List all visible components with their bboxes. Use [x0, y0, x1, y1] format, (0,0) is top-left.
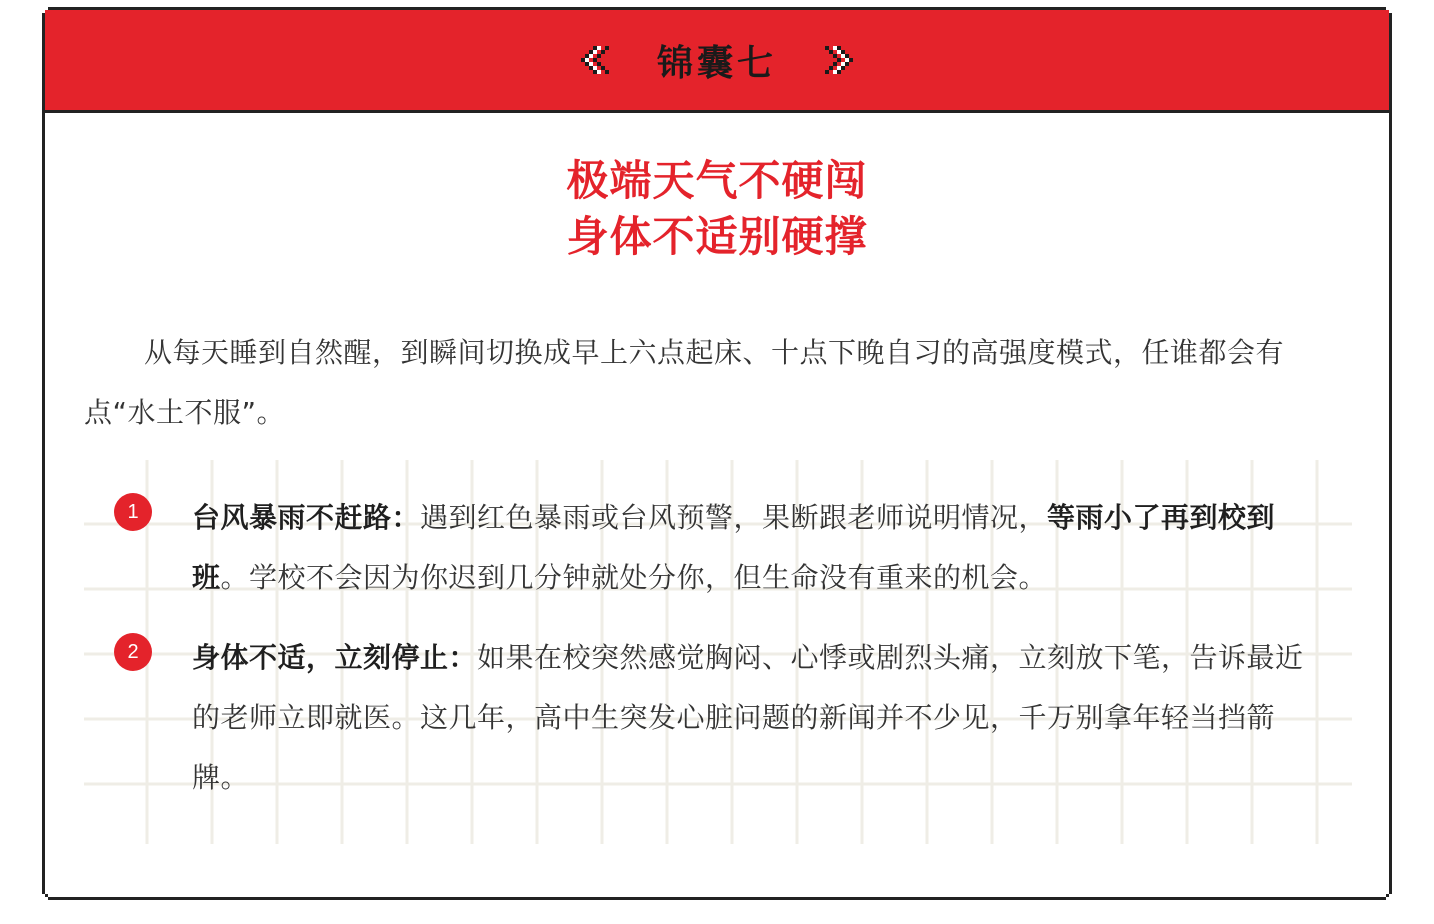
headline	[45, 153, 1389, 265]
number-badge: 2	[114, 633, 152, 671]
list-item-emphasis: 等雨小了再到校到班	[192, 501, 1276, 594]
list-item-body: 遇到红色暴雨或台风预警，果断跟老师说明情况，	[420, 501, 1048, 534]
tip-card	[40, 5, 1394, 902]
double-chevron-left-icon	[581, 42, 617, 78]
pixel-corner-bottom-left	[40, 890, 52, 902]
list-item-heading: 身体不适，立刻停止：	[192, 641, 478, 674]
list-item-text	[192, 488, 1322, 608]
headline-line-2: 身体不适别硬撑	[566, 212, 868, 261]
headline-line-1: 极端天气不硬闯	[566, 156, 868, 205]
pixel-corner-bottom-right	[1382, 890, 1394, 902]
list-item-body-end: 。学校不会因为你迟到几分钟就处分你，但生命没有重来的机会。	[220, 561, 1048, 594]
list-item-body: 如果在校突然感觉胸闷、心悸或剧烈头痛，立刻放下笔，告诉最近的老师立即就医。这几年，高中生突发心脏问题的新闻并不少见，千万别拿年轻当挡箭牌。	[192, 641, 1304, 794]
intro-paragraph: 从每天睡到自然醒，到瞬间切换成早上六点起床、十点下晚自习的高强度模式，任谁都会有点“水土不服”。	[84, 336, 1285, 429]
double-chevron-right-icon	[817, 42, 853, 78]
header-title: 锦囊七	[656, 42, 777, 84]
number-badge: 1	[114, 493, 152, 531]
card-header	[45, 10, 1389, 113]
list-item-text	[192, 628, 1322, 808]
list-item-heading: 台风暴雨不赶路：	[192, 501, 421, 534]
